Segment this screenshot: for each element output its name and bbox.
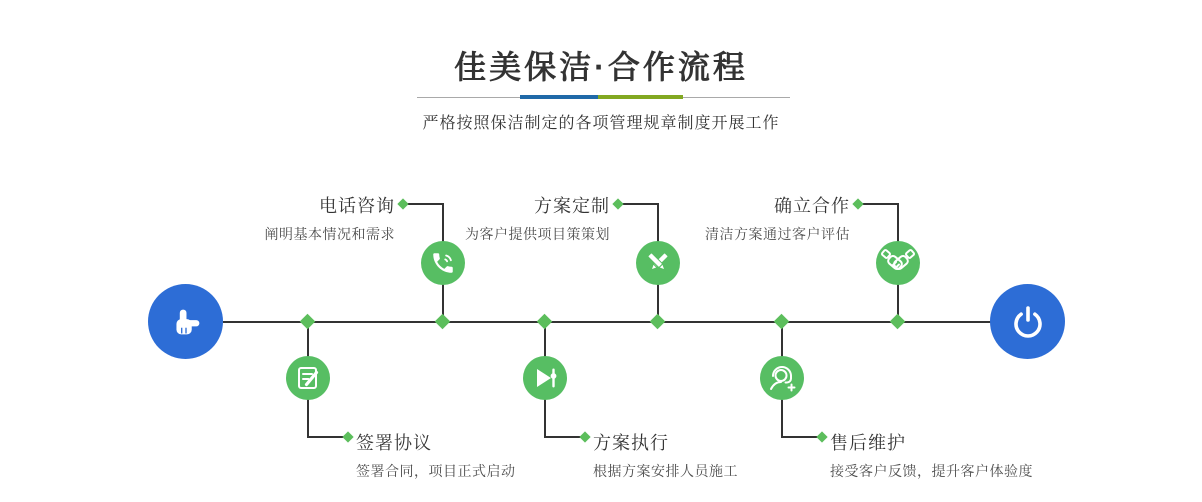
timeline-diamond <box>774 314 790 330</box>
title-divider-blue-segment <box>520 95 598 99</box>
document-pen-icon <box>286 356 330 400</box>
step-desc: 接受客户反馈，提升客户体验度 <box>830 463 1033 479</box>
timeline-diamond <box>435 314 451 330</box>
timeline-diamond <box>890 314 906 330</box>
label-diamond <box>852 198 863 209</box>
step-node-aftersales <box>760 356 804 400</box>
timeline-main-line <box>223 321 991 323</box>
step-node-agreement <box>286 356 330 400</box>
label-diamond <box>579 431 590 442</box>
timeline-diamond <box>650 314 666 330</box>
handshake-icon <box>876 241 920 285</box>
step-desc: 签署合同，项目正式启动 <box>356 463 516 479</box>
play-slider-icon <box>523 356 567 400</box>
power-icon <box>1006 300 1050 344</box>
step-title: 确立合作 <box>774 196 850 216</box>
flow-end-node <box>990 284 1065 359</box>
step-label-plan <box>465 192 610 244</box>
timeline-diamond <box>537 314 553 330</box>
step-label-execution <box>593 429 738 481</box>
step-title: 电话咨询 <box>319 196 395 216</box>
step-node-plan <box>636 241 680 285</box>
headset-agent-icon <box>760 356 804 400</box>
page-title: 佳美保洁·合作流程 <box>454 49 748 85</box>
step-node-phone <box>421 241 465 285</box>
timeline-diamond <box>300 314 316 330</box>
step-node-execution <box>523 356 567 400</box>
step-title: 方案执行 <box>593 433 669 453</box>
connector-line <box>858 203 898 205</box>
step-label-phone <box>265 192 396 244</box>
phone-icon <box>430 250 456 276</box>
step-label-cooperation <box>705 192 850 244</box>
pointing-hand-icon <box>165 301 207 343</box>
page-subtitle: 严格按照保洁制定的各项管理规章制度开展工作 <box>422 115 780 132</box>
flow-start-node <box>148 284 223 359</box>
step-desc: 清洁方案通过客户评估 <box>705 226 850 242</box>
connector-line <box>403 203 443 205</box>
label-diamond <box>612 198 623 209</box>
step-desc: 阐明基本情况和需求 <box>264 226 395 242</box>
label-diamond <box>816 431 827 442</box>
step-desc: 为客户提供项目策策划 <box>465 226 610 242</box>
step-node-cooperation <box>876 241 920 285</box>
connector-line <box>618 203 658 205</box>
step-title: 方案定制 <box>534 196 610 216</box>
step-label-aftersales <box>830 429 1033 481</box>
label-diamond <box>342 431 353 442</box>
label-diamond <box>397 198 408 209</box>
step-title: 签署协议 <box>356 433 432 453</box>
title-divider-green-segment <box>598 95 683 99</box>
crossed-pencils-icon <box>636 241 680 285</box>
step-label-agreement <box>356 429 516 481</box>
step-title: 售后维护 <box>830 433 906 453</box>
step-desc: 根据方案安排人员施工 <box>593 463 738 479</box>
